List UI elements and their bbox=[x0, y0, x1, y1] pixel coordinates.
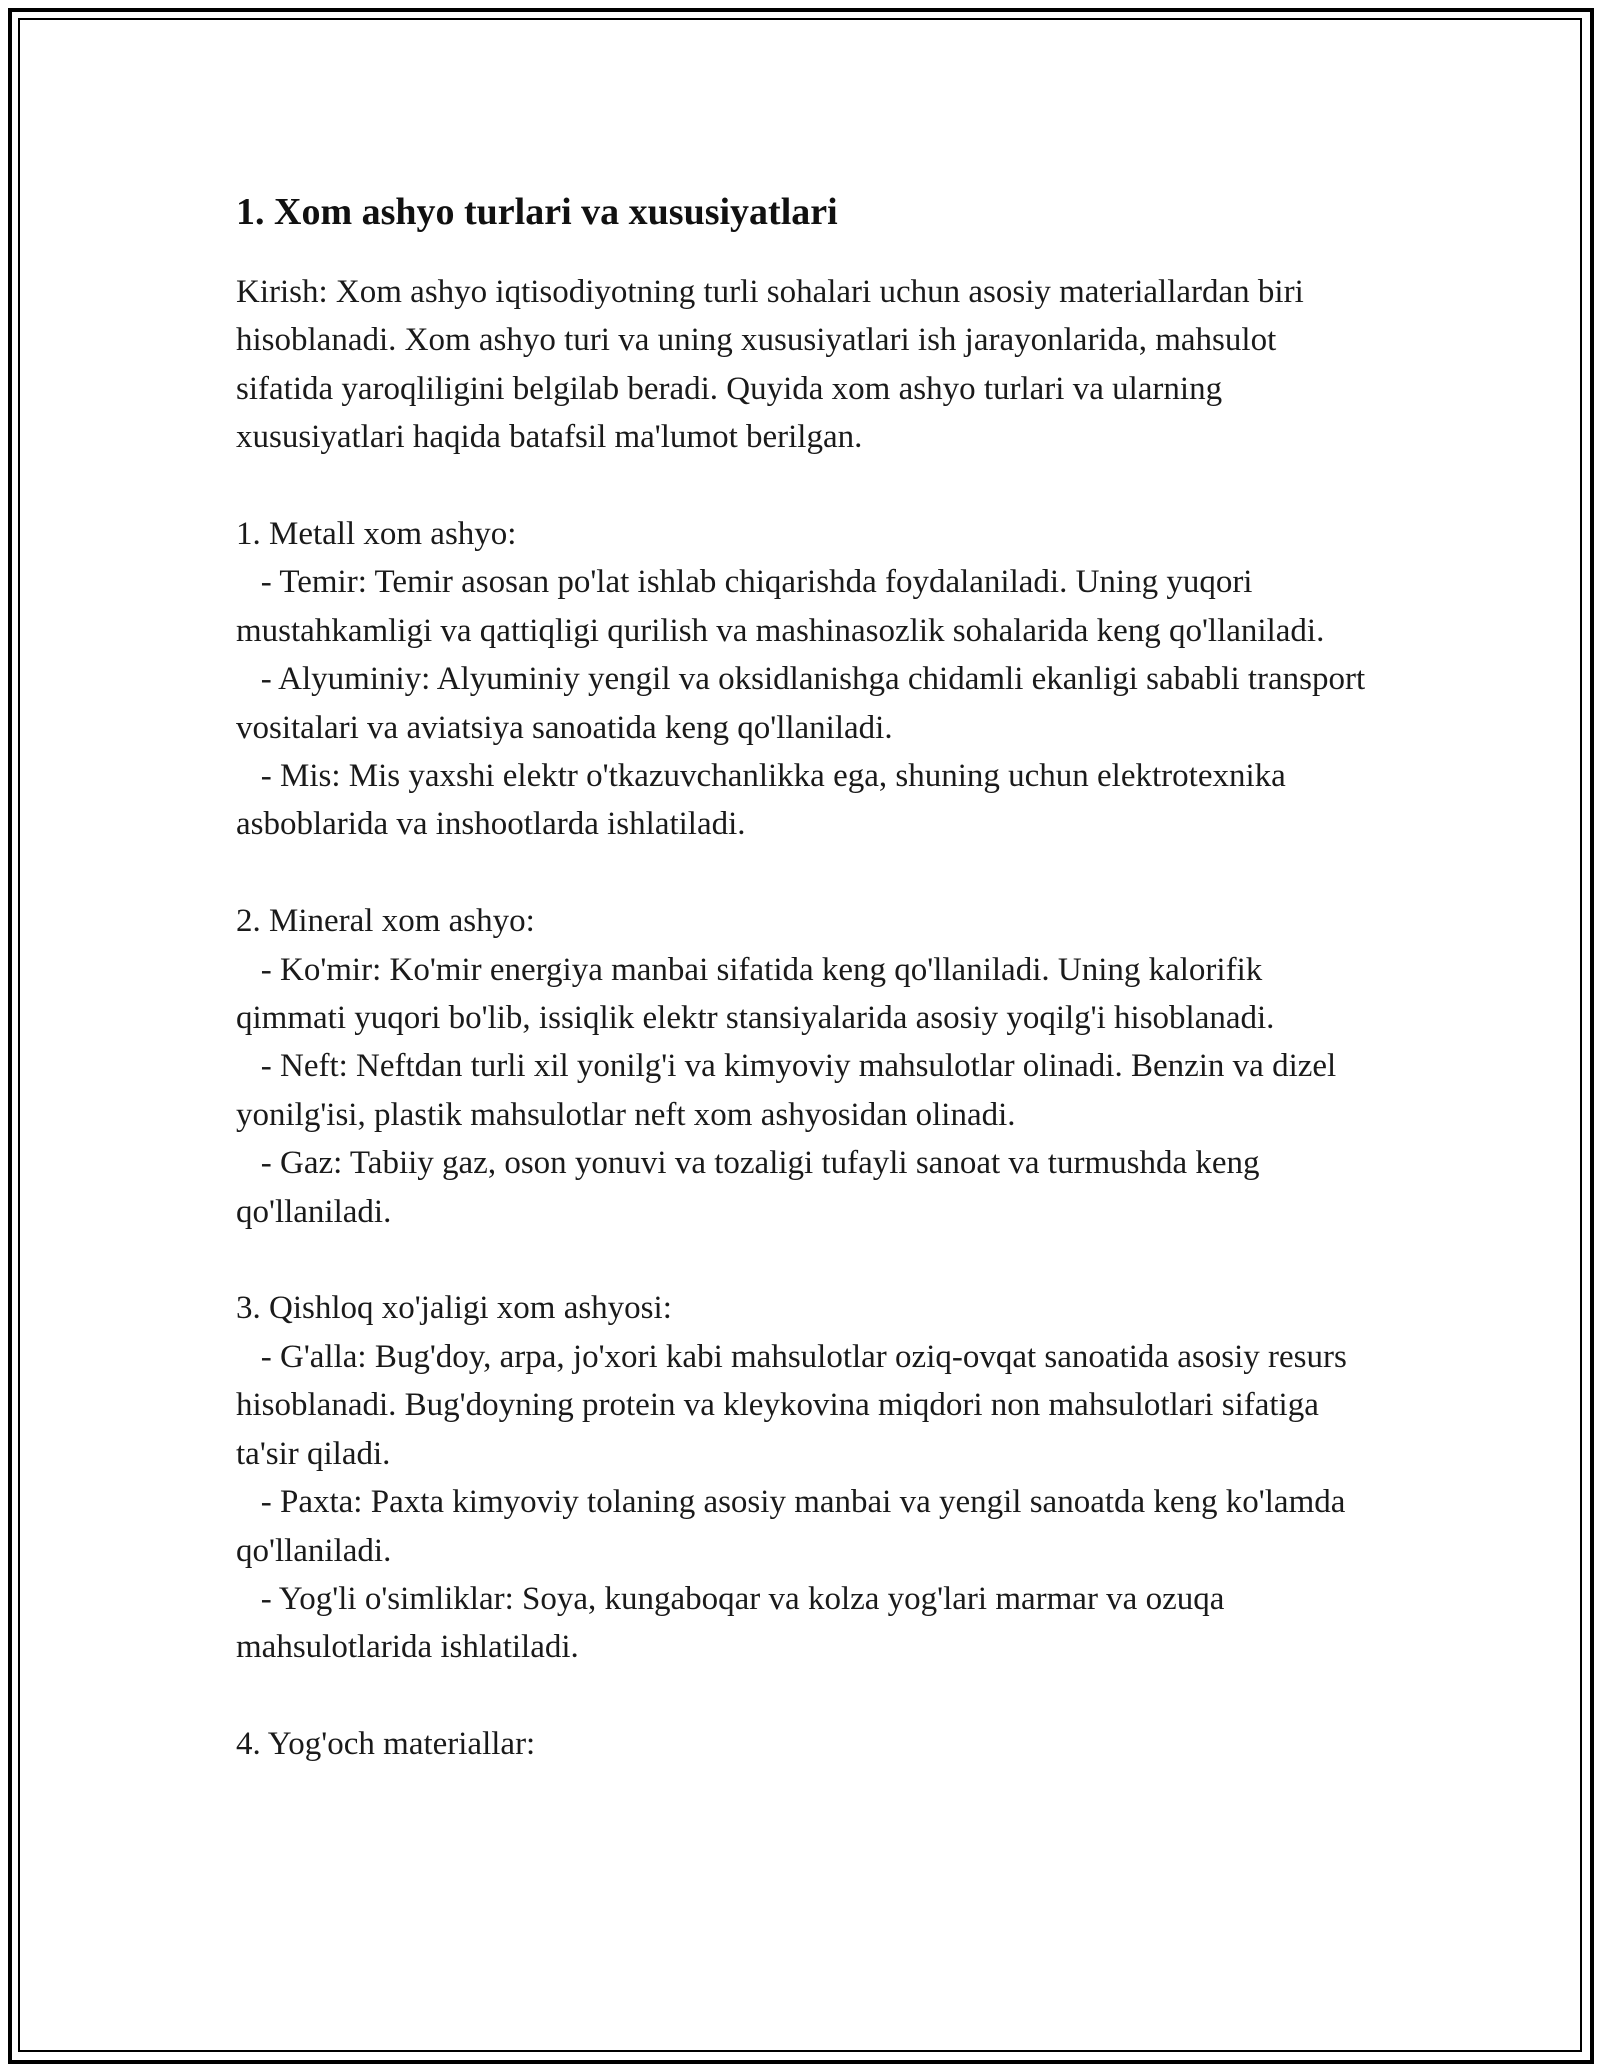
section-heading: 3. Qishloq xo'jaligi xom ashyosi: bbox=[236, 1290, 672, 1327]
section-heading: 2. Mineral xom ashyo: bbox=[236, 903, 535, 940]
list-item: - Temir: Temir asosan po'lat ishlab chiqarishda foydalaniladi. Uning yuqori mustahkamligi va qattiqligi qurilish va mashinasozlik sohalarida keng qo'llaniladi. bbox=[236, 564, 1325, 649]
list-item: - Paxta: Paxta kimyoviy tolaning asosiy manbai va yengil sanoatda keng ko'lamda qo'llaniladi. bbox=[236, 1484, 1354, 1569]
document-body bbox=[236, 186, 1374, 1769]
section-yogoch bbox=[236, 1720, 1366, 1768]
intro-paragraph: Kirish: Xom ashyo iqtisodiyotning turli sohalari uchun asosiy materiallardan biri hisoblanadi. Xom ashyo turi va uning xususiyatlari ish jarayonlarida, mahsulot sifatida yaroqliligini belgilab beradi. Quyida xom ashyo turlari va ularning xususiyatlari haqida batafsil ma'lumot berilgan. bbox=[236, 274, 1304, 456]
list-item: - Gaz: Tabiiy gaz, oson yonuvi va tozaligi tufayli sanoat va turmushda keng qo'llaniladi. bbox=[236, 1145, 1268, 1230]
section-heading: 1. Metall xom ashyo: bbox=[236, 516, 517, 553]
list-item: - G'alla: Bug'doy, arpa, jo'xori kabi mahsulotlar oziq-ovqat sanoatida asosiy resurs hisoblanadi. Bug'doyning protein va kleykovina miqdori non mahsulotlari sifatiga ta'sir qiladi. bbox=[236, 1338, 1356, 1472]
list-item: - Alyuminiy: Alyuminiy yengil va oksidlanishga chidamli ekanligi sababli transport vositalari va aviatsiya sanoatida keng qo'llaniladi. bbox=[236, 661, 1374, 746]
section-mineral bbox=[236, 897, 1366, 1236]
section-heading: 4. Yog'och materiallar: bbox=[236, 1726, 536, 1763]
section-metall bbox=[236, 510, 1374, 849]
list-item: - Ko'mir: Ko'mir energiya manbai sifatida keng qo'llaniladi. Uning kalorifik qimmati yuqori bo'lib, issiqlik elektr stansiyalarida asosiy yoqilg'i hisoblanadi. bbox=[236, 951, 1275, 1037]
list-item: - Mis: Mis yaxshi elektr o'tkazuvchanlikka ega, shuning uchun elektrotexnika asboblarida va inshootlarda ishlatiladi. bbox=[236, 758, 1295, 843]
list-item: - Yog'li o'simliklar: Soya, kungaboqar va kolza yog'lari marmar va ozuqa mahsulotlarida ishlatiladi. bbox=[236, 1580, 1233, 1666]
section-qishloq bbox=[236, 1284, 1366, 1671]
document-title: 1. Xom ashyo turlari va xususiyatlari bbox=[236, 191, 838, 233]
list-item: - Neft: Neftdan turli xil yonilg'i va kimyoviy mahsulotlar olinadi. Benzin va dizel yonilg'isi, plastik mahsulotlar neft xom ashyosidan olinadi. bbox=[236, 1048, 1345, 1133]
